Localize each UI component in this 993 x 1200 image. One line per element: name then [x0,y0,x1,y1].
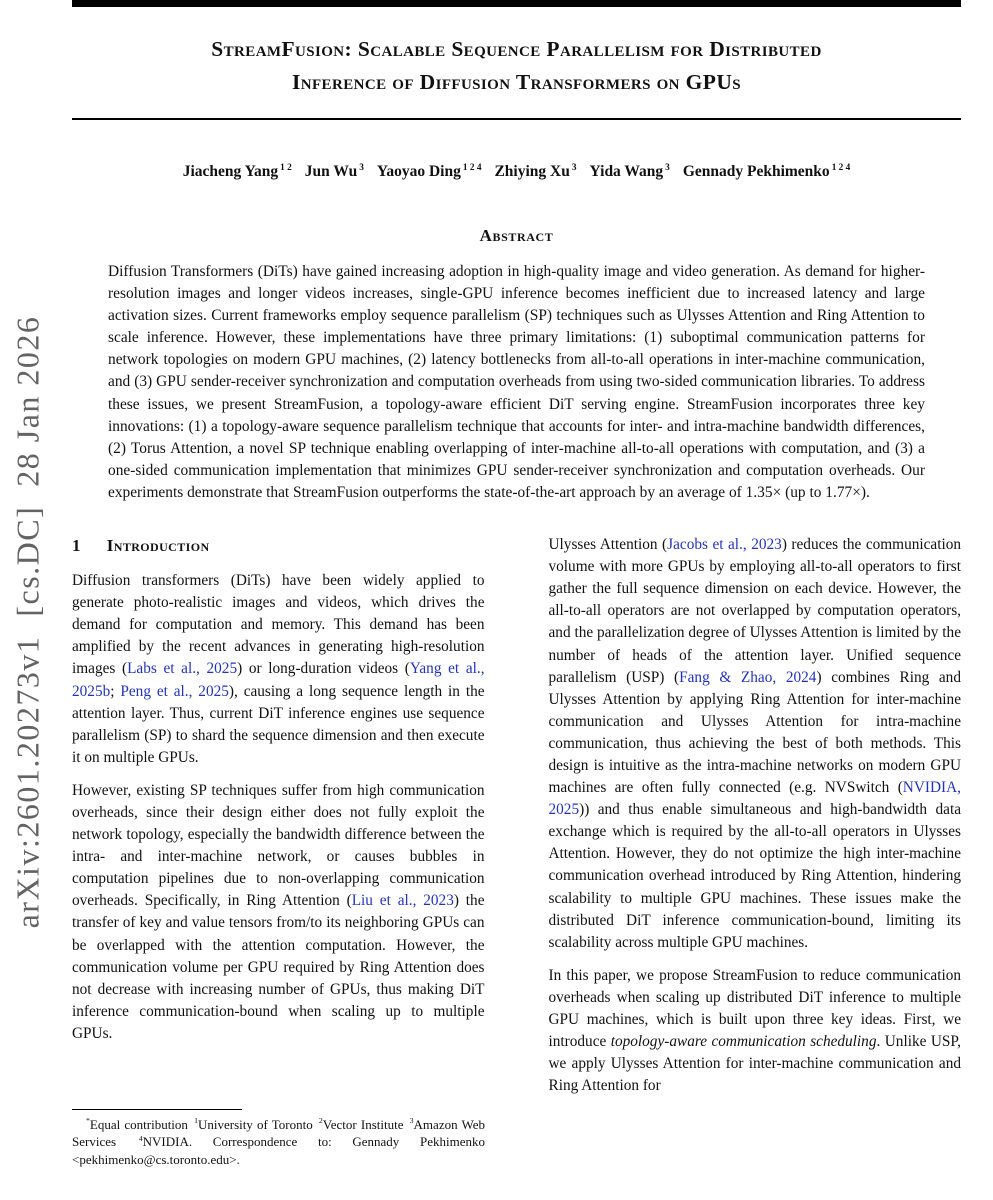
text-segment: Zhiying Xu [494,163,570,180]
superscript: 3 [359,162,364,173]
text-segment: Amazon Web Services [72,1116,485,1149]
superscript: 3 [409,1116,414,1126]
top-rule [72,0,961,7]
citation-link[interactable]: Jacobs et al., 2023 [667,536,782,554]
abstract-text: Diffusion Transformers (DiTs) have gained increasing adoption in high-quality image and video generation. As demand for higher-resolution images and longer videos increases, single-GPU inference becomes inefficient due to increased latency and large activation sizes. Current frameworks employ sequence parallelism (SP) techniques such as Ulysses Attention and Ring Attention to scale inference. However, these implementations have three primary limitations: (1) suboptimal communication patterns for network topologies on modern GPU machines, (2) latency bottlenecks from all-to-all operations in inter-machine communication, and (3) GPU sender-receiver synchronization and computation overheads from using two-sided communication libraries. To address these issues, we present StreamFusion, a topology-aware efficient DiT serving engine. StreamFusion incorporates three key innovations: (1) a topology-aware sequence parallelism technique that accounts for inter- and intra-machine bandwidth differences, (2) Torus Attention, a novel SP technique enabling overlapping of inter-machine all-to-all operations with computation, and (3) a one-sided communication implementation that minimizes GPU sender-receiver synchronization and computation overheads. Our experiments demonstrate that StreamFusion outperforms the state-of-the-art approach by an average of 1.35× (up to 1.77×). [108,263,925,501]
text-segment: Ulysses Attention ( [548,536,668,554]
text-segment: . Unlike USP, we apply Ulysses Attention for inter-machine communication and Ring Attention for [548,1033,962,1095]
superscript: 2 [318,1116,323,1126]
author-list [72,162,961,182]
superscript: 1 2 4 [831,162,851,173]
emphasized-text: topology-aware communication scheduling [610,1033,877,1051]
citation-link[interactable]: Peng et al., 2025 [120,682,229,700]
text-segment: However, existing SP techniques suffer from high communication overheads, since their design either does not fully exploit the network topology, especially the bandwidth difference between the intra- and inter-machine network, or causes bubbles in computation pipelines due to non-overlapping communication overheads. Specifically, in Ring Attention ( [72,781,485,910]
text-segment: ) combines Ring and Ulysses Attention by applying Ring Attention for inter-machine communication and Ulysses Attention for intra-machine communication, thus achieving the best of both methods. This design is intuitive as the intra-machine networks on modern GPU machines are often fully connected (e.g. NVSwitch ( [548,668,961,797]
footnote-text [72,1116,485,1169]
citation-link[interactable]: Fang & Zhao, 2024 [679,668,817,686]
two-column-body [72,534,961,1108]
text-segment: NVIDIA. Correspondence to: Gennady Pekhimenko <pekhimenko@cs.toronto.edu>. [72,1134,485,1167]
footnote-rule [72,1109,242,1110]
superscript: 1 [194,1116,198,1126]
paper-title [72,33,961,99]
citation-link[interactable]: Liu et al., 2023 [351,892,454,910]
text-segment: In this paper, we propose StreamFusion to reduce communication overheads when scaling up distributed DiT inference to multiple GPU machines, which is built upon three key ideas. First, we introduce [548,966,961,1051]
superscript: 3 [571,162,577,173]
text-segment: University of Toronto [197,1116,317,1132]
section-heading-introduction [72,536,485,556]
citation-link[interactable]: Labs et al., 2025 [127,660,238,678]
citation-link[interactable]: Yang et al., 2025b [72,660,485,700]
text-segment: Vector Institute [322,1116,408,1132]
footnote [72,1105,485,1169]
text-segment: Diffusion transformers (DiTs) have been widely applied to generate photo-realistic images and videos, which drives the demand for computation and memory. This demand has been amplified by the recent advances in generating high-resolution images ( [72,572,485,678]
citation-link[interactable]: NVIDIA, 2025 [548,779,961,819]
text-segment: ) reduces the communication volume with more GPUs by employing all-to-all operators to first gather the full sequence dimension on each device. However, the all-to-all operators are not overlapped by computation operators, and the parallelization degree of Ulysses Attention is limited by the number of heads of the attention layer. Unified sequence parallelism (USP) ( [548,536,962,686]
text-segment: ) the transfer of key and value tensors from/to its neighboring GPUs can be overlapped with the attention computation. However, the communication volume per GPU required by Ring Attention does not decrease with increasing number of GPUs, thus making DiT inference communication-bound when scaling up to multiple GPUs. [72,892,485,1042]
section-title: Introduction [106,536,210,556]
intro-paragraph-1 [72,570,485,769]
text-segment: Yida Wang [589,163,664,180]
superscript: 1 2 4 [462,162,482,173]
text-segment: ; [110,682,121,700]
superscript: 4 [138,1133,143,1143]
text-segment: ), causing a long sequence length in the attention layer. Thus, current DiT inference engines use sequence parallelism (SP) to shard the sequence dimension and then execute it on multiple GPUs. [72,682,485,766]
text-segment: Gennady Pekhimenko [682,163,830,180]
title-rule [72,118,961,120]
left-column [72,534,485,1108]
intro-paragraph-4 [549,965,962,1098]
arxiv-watermark: arXiv:2601.20273v1 [cs.DC] 28 Jan 2026 [9,315,46,929]
right-column [549,534,962,1108]
section-number: 1 [72,536,81,556]
text-segment: Yaoyao Ding [376,163,461,180]
text-segment: ) or long-duration videos ( [237,660,410,678]
text-segment: Equal contribution [89,1116,193,1132]
title-line-2: Inference of Diffusion Transformers on GPUs [292,70,741,94]
text-segment: Jun Wu [304,163,358,180]
abstract-heading: Abstract [479,226,554,245]
intro-paragraph-3 [549,534,962,954]
page-content [72,0,961,1108]
superscript: 1 2 [280,162,292,173]
text-segment: )) and thus enable simultaneous and high-bandwidth data exchange which is required by the all-to-all operators in Ulysses Attention. However, they do not optimize the high inter-machine communication overhead introduced by Ring Attention, hindering scalability to multiple GPU machines. These issues make the distributed DiT inference communication-bound, limiting its scalability across multiple GPU machines. [548,801,961,951]
superscript: * [86,1116,90,1126]
intro-paragraph-2 [72,780,485,1045]
superscript: 3 [665,162,670,173]
title-line-1: StreamFusion: Scalable Sequence Parallelism for Distributed [211,37,822,61]
text-segment: Jiacheng Yang [182,163,279,180]
